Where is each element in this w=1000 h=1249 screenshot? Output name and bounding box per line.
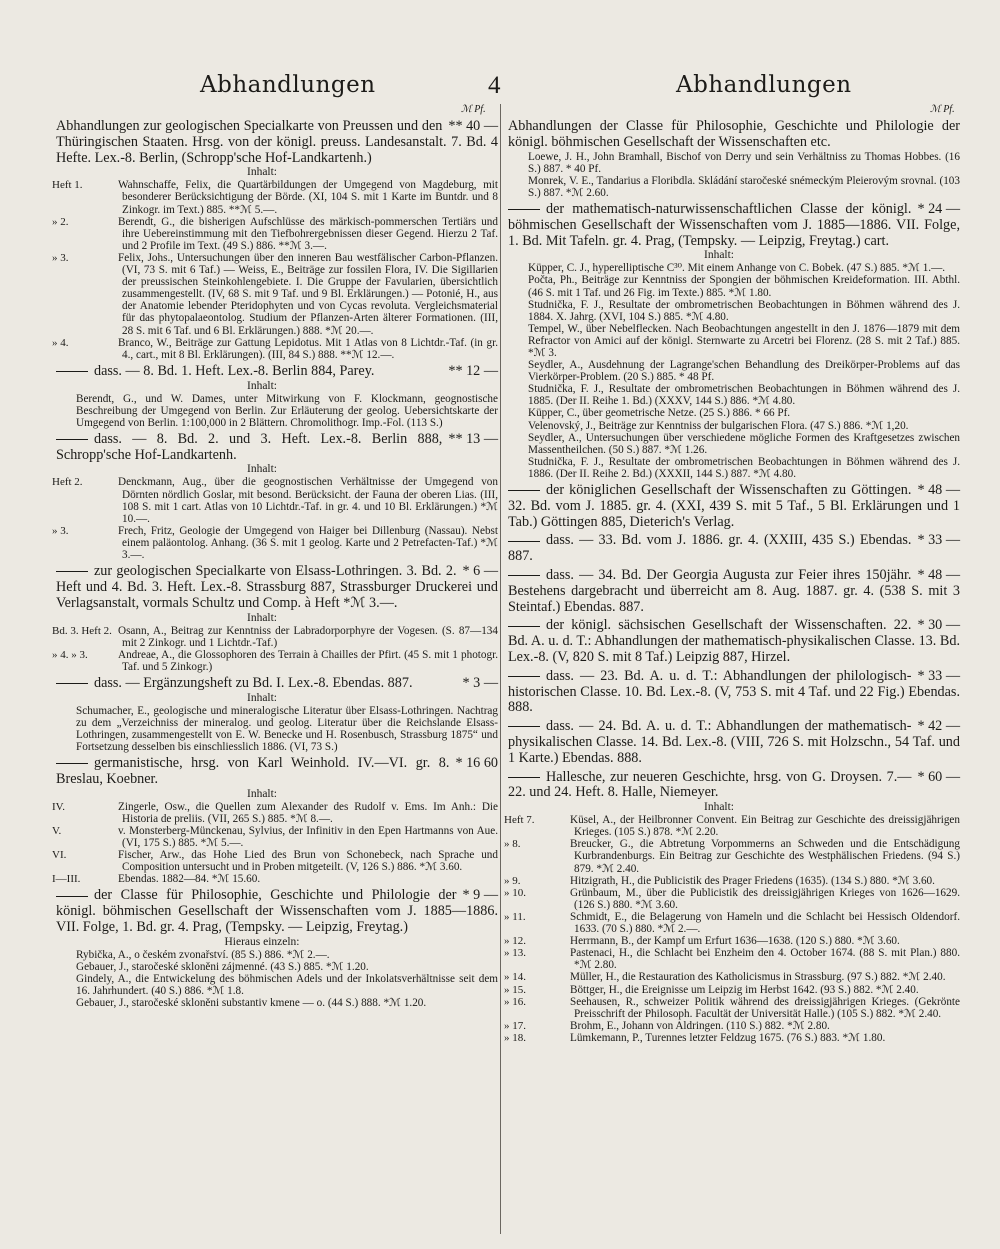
catalog-entry <box>508 119 960 151</box>
price: * 33 — <box>917 667 960 684</box>
contents-item <box>52 524 498 562</box>
entry-text: dass. — 8. Bd. 1. Heft. Lex.-8. Berlin 884, Parey. <box>94 362 375 379</box>
contents-item <box>504 1031 960 1044</box>
contents-label: Inhalt: <box>246 611 278 624</box>
item-text: Zingerle, Osw., die Quellen zum Alexander des Rudolf v. Ems. Im Anh.: Die Historia de preliis. (VII, 265 S.) 885. *ℳ 8.—. <box>118 800 498 825</box>
entry-text: der königl. sächsischen Gesellschaft der Wissenschaften. 22. Bd. A. u. d. T.: Abhandlungen der mathematisch-physikalischen Classe. 13. Bd. Lex.-8. (V, 820 S. mit 8 Taf.) Leipzig 887, Hirzel. <box>508 617 960 666</box>
catalog-entry <box>56 888 498 935</box>
entry-text: der mathematisch-naturwissenschaftlichen Classe der königl. böhmischen Gesellschaft der Wissenschaften vom J. 1885—1886. VII. Folge, 1. Bd. Mit Tafeln. gr. 4. Prag, (Tempsky. — Leipzig, Freytag.) cart. <box>508 200 960 249</box>
ditto-dash <box>508 626 540 627</box>
contents-label: Inhalt: <box>703 249 735 262</box>
contents-item <box>508 175 960 199</box>
catalog-entry <box>508 568 960 615</box>
contents-label: Hieraus einzeln: <box>224 935 300 948</box>
catalog-entry <box>508 483 960 530</box>
item-text: Gebauer, J., staročeské skloněni zájmenné. (43 S.) 885. *ℳ 1.20. <box>76 960 369 973</box>
price: * 42 — <box>917 718 960 735</box>
entry-text: germanistische, hrsg. von Karl Weinhold. IV.—VI. gr. 8. Breslau, Koebner. <box>56 755 450 787</box>
item-number: » 2. <box>52 215 69 228</box>
contents-item <box>508 262 960 274</box>
item-text: Brohm, E., Johann von Aldringen. (110 S.) 882. *ℳ 2.80. <box>570 1019 830 1032</box>
item-number: » 16. <box>504 995 526 1008</box>
item-text: Studnička, F. J., Resultate der ombrometrischen Beobachtungen in Böhmen während des J. 1884. X. Jahrg. (XVI, 104 S.) 885. *ℳ 4.80. <box>528 298 960 323</box>
item-text: Seydler, A., Ausdehnung der Lagrange'schen Behandlung des Dreikörper-Problems auf das Vierkörper-Problem. (20 S.) 885. * 48 Pf. <box>528 359 960 384</box>
contents-item <box>56 997 498 1009</box>
price: * 48 — <box>917 567 960 584</box>
entry-text: dass. — 24. Bd. A. u. d. T.: Abhandlungen der mathematisch-physikalischen Classe. 14. Bd. Lex.-8. (VIII, 726 S. mit Holzschn., 54 Taf. und 1 Karte.) Ebendas. 888. <box>508 718 960 766</box>
item-text: Felix, Johs., Untersuchungen über den inneren Bau westfälischer Carbon-Pflanzen. (VI, 73 S. mit 6 Taf.) — Weiss, E., Beiträge zur fossilen Flora, IV. Die Sigillarien der preussischen Steinkohlengebiete. I. Die Gruppe der Favularien, übersichtlich zusammengestellt. (IV, 68 S. mit 9 Taf. und 9 Bl. Erklärungen.) — Potonié, H., aus der Anatomie lebender Pteridophyten und von Cycas revoluta. Vergleichsmaterial für das phytopalaeontolog. Studium der Pflanzen-Arten älterer Formationen. (III, 28 S. mit 6 Taf. und 6 Bl. Erklärungen.) 888. *ℳ 20.—. <box>118 251 498 337</box>
item-text: Herrmann, B., der Kampf um Erfurt 1636—1638. (120 S.) 880. *ℳ 3.60. <box>570 935 900 948</box>
catalog-entry <box>508 770 960 802</box>
item-number: » 13. <box>504 947 526 960</box>
item-number: » 11. <box>504 910 526 923</box>
page-number: 4 <box>488 72 501 99</box>
item-text: Küpper, C. J., hyperelliptische C³⁰. Mit einem Anhange von C. Bobek. (47 S.) 885. *ℳ 1.—. <box>528 262 946 275</box>
item-text: Monrek, V. E., Tandarius a Floribdla. Skládání staročeské snémeckým Pleierovým srovnal. (103 S.) 887. *ℳ 2.60. <box>528 174 960 199</box>
catalog-entry <box>508 202 960 249</box>
item-number: » 3. <box>52 524 69 537</box>
price: ** 13 — <box>448 430 498 447</box>
price: ** 12 — <box>448 362 498 379</box>
entry-text: Abhandlungen der Classe für Philosophie, Geschichte und Philologie der königl. böhmischen Gesellschaft der Wissenschaften etc. <box>508 118 960 150</box>
contents-item <box>504 935 960 948</box>
ditto-dash <box>508 541 540 542</box>
ditto-dash <box>56 571 88 572</box>
item-text: Schmidt, E., die Belagerung von Hameln und die Schlacht bei Hessisch Oldendorf. 1633. (70 S.) 880. *ℳ 2.—. <box>570 910 960 936</box>
item-text: Breucker, G., die Abtretung Vorpommerns an Schweden und die Entschädigung Kurbrandenburgs. Ein Beitrag zur Geschichte des Westphälischen Friedens. (94 S.) 879. *ℳ 2.40. <box>570 838 960 875</box>
price: * 48 — <box>917 482 960 499</box>
running-head-left: Abhandlungen <box>200 72 376 98</box>
item-number: V. <box>52 824 62 837</box>
item-text: Lümkemann, P., Turennes letzter Feldzug 1675. (76 S.) 883. *ℳ 1.80. <box>570 1031 886 1044</box>
contents-item <box>508 432 960 456</box>
item-text: Fischer, Arw., das Hohe Lied des Brun von Schonebeck, nach Sprache und Composition untersucht und in Proben mitgeteilt. (V, 126 S.) 886. *ℳ 3.60. <box>118 849 498 874</box>
item-text: Frech, Fritz, Geologie der Umgegend von Haiger bei Dillenburg (Nassau). Nebst einem paläontolog. Anhang. (36 S. mit 1 geolog. Karte und 2 Petrefacten-Taf.) *ℳ 3.—. <box>118 524 498 562</box>
contents-label: Inhalt: <box>246 463 278 476</box>
catalog-entry <box>56 364 498 380</box>
contents-item <box>52 476 498 525</box>
item-text: Ebendas. 1882—84. *ℳ 15.60. <box>118 873 261 886</box>
ditto-dash <box>508 676 540 677</box>
item-text: Gindely, A., die Entwickelung des böhmischen Adels und der Inkolatsverhältnisse seit dem 16. Jahrhundert. (40 S.) 886. *ℳ 1.8. <box>76 972 498 997</box>
price: * 60 — <box>917 768 960 785</box>
contents-item <box>52 849 498 874</box>
contents-item <box>52 336 498 361</box>
item-text: Grünbaum, M., über die Publicistik des dreissigjährigen Krieges von 1626—1629. (126 S.) 880. *ℳ 3.60. <box>570 886 960 911</box>
column-divider <box>500 104 501 1234</box>
ditto-dash <box>508 777 540 778</box>
contents-item <box>56 393 498 429</box>
item-text: Loewe, J. H., John Bramhall, Bischof von Derry und sein Verhältniss zu Thomas Hobbes. (16 S.) 887. * 40 Pf. <box>528 150 960 175</box>
item-text: Pastenaci, H., die Schlacht bei Enzheim den 4. October 1674. (88 S. mit Plan.) 880. *ℳ 2.80. <box>570 947 960 972</box>
contents-item <box>56 961 498 973</box>
item-number: VI. <box>52 849 67 862</box>
item-text: Velenovský, J., Beiträge zur Kenntniss der bulgarischen Flora. (47 S.) 886. *ℳ 1,20. <box>528 419 909 432</box>
contents-item <box>504 983 960 996</box>
ditto-dash <box>56 683 88 684</box>
entry-text: dass. — 33. Bd. vom J. 1886. gr. 4. (XXIII, 435 S.) Ebendas. 887. <box>508 532 912 565</box>
catalog-entry <box>508 533 960 565</box>
item-number: » 12. <box>504 935 526 948</box>
ditto-dash <box>56 763 88 764</box>
item-number: Heft 7. <box>504 814 535 827</box>
contents-item <box>56 973 498 997</box>
price: * 33 — <box>917 532 960 549</box>
ditto-dash <box>56 371 88 372</box>
contents-item <box>504 1019 960 1032</box>
ditto-dash <box>508 490 540 491</box>
item-number: » 17. <box>504 1019 526 1032</box>
item-text: Tempel, W., über Nebelflecken. Nach Beobachtungen angestellt in den J. 1876—1879 mit dem Refractor von Amici auf der königl. Sternwarte zu Arcetri bei Florenz. (28 S. mit 2 Taf.) 885. *ℳ 3. <box>528 322 960 360</box>
catalog-entry <box>56 756 498 788</box>
item-text: Müller, H., die Restauration des Katholicismus in Strassburg. (97 S.) 882. *ℳ 2.40. <box>570 971 946 984</box>
right-column <box>504 116 960 1044</box>
entry-text: dass. — 23. Bd. A. u. d. T.: Abhandlungen der philologisch-historischen Classe. 10. Bd. Lex.-8. (V, 753 S. mit 4 Taf. und 22 Fig.) Ebendas. 888. <box>508 667 960 716</box>
ditto-dash <box>508 575 540 576</box>
item-number: » 4. » 3. <box>52 648 88 661</box>
item-number: Heft 1. <box>52 179 83 192</box>
item-number: Bd. 3. Heft 2. <box>52 624 112 637</box>
currency-header-right: ℳ Pf. <box>930 104 955 115</box>
price: ** 40 — <box>448 118 498 134</box>
price: * 9 — <box>462 887 498 904</box>
ditto-dash <box>56 439 88 440</box>
contents-label: Inhalt: <box>246 379 278 392</box>
ditto-dash <box>508 726 540 727</box>
price: * 30 — <box>917 617 960 634</box>
item-number: » 9. <box>504 874 521 887</box>
contents-item <box>52 648 498 673</box>
item-text: Studnička, F. J., Resultate der ombrometrischen Beobachtungen in Böhmen während des J. 1886. (Der II. Reihe 2. Bd.) (XXXII, 144 S.) 887. *ℳ 4.80. <box>528 455 960 480</box>
catalog-entry <box>56 564 498 611</box>
left-column <box>52 116 498 1010</box>
running-head-right: Abhandlungen <box>676 72 852 98</box>
currency-header-left: ℳ Pf. <box>461 104 486 115</box>
item-text: Gebauer, J., staročeské skloněni substantiv kmene — o. (44 S.) 888. *ℳ 1.20. <box>76 997 427 1010</box>
item-text: Branco, W., Beiträge zur Gattung Lepidotus. Mit 1 Atlas von 8 Lichtdr.-Taf. (in gr. 4., cart., mit 8 Bl. Erklärungen). (III, 84 S.) 888. **ℳ 12.—. <box>118 336 498 361</box>
entry-text: der königlichen Gesellschaft der Wissenschaften zu Göttingen. 32. Bd. vom J. 1885. gr. 4. (XXI, 439 S. mit 5 Taf., 5 Bl. Erklärungen und 1 Tab.) Göttingen 885, Dieterich's Verlag. <box>508 482 960 530</box>
entry-text: zur geologischen Specialkarte von Elsass-Lothringen. 3. Bd. 2. Heft und 4. Bd. 3. Heft. Lex.-8. Strassburg 887, Strassburger Druckerei und Verlagsanstalt, vormals Schultz und Comp. à Heft *ℳ 3.—. <box>56 563 498 611</box>
item-number: I—III. <box>52 873 81 886</box>
contents-item <box>56 949 498 961</box>
item-text: Berendt, G., die bisherigen Aufschlüsse des märkisch-pommerschen Tertiärs und ihre Uebereinstimmung mit den Tiefbohrergebnissen dieser Gegend. Hierzu 2 Taf. und 2 Profile im Text. (49 S.) 886. **ℳ 3.—. <box>118 215 498 252</box>
item-number: » 8. <box>504 838 521 851</box>
item-text: Schumacher, E., geologische und mineralogische Literatur über Elsass-Lothringen. Nachtrag zu dem „Verzeichniss der mineralog. und geolog. Literatur über die Reichslande Elsass-Lothringen, zusammengestellt von E. W. Benecke und H. Rosenbusch, Strassburg 1875“ und Fortsetzung desselben bis einschliesslich 1886. (VI, 73 S.) <box>76 704 498 753</box>
contents-item <box>508 420 960 432</box>
item-text: v. Monsterberg-Münckenau, Sylvius, der Infinitiv in den Epen Hartmanns von Aue. (VI, 175 S.) 885. *ℳ 5.—. <box>118 824 498 849</box>
item-text: Küpper, C., über geometrische Netze. (25 S.) 886. * 66 Pf. <box>528 407 791 420</box>
item-number: Heft 2. <box>52 476 83 489</box>
contents-item <box>508 407 960 419</box>
item-text: Wahnschaffe, Felix, die Quartärbildungen der Umgegend von Magdeburg, mit besonderer Berücksichtigung der Börde. (XI, 104 S. mit 1 Karte im Buntdr. und 8 Zinkogr. im Text.) 885. **ℳ 5.—. <box>118 179 498 216</box>
contents-item <box>504 971 960 984</box>
catalog-entry <box>508 618 960 665</box>
entry-text: Hallesche, zur neueren Geschichte, hrsg. von G. Droysen. 7.—22. und 24. Heft. 8. Halle, Niemeyer. <box>508 768 912 801</box>
contents-item <box>56 705 498 753</box>
item-text: Berendt, G., und W. Dames, unter Mitwirkung von F. Klockmann, geognostische Beschreibung der Umgegend von Berlin. Zur Erläuterung der geolog. Uebersichtskarte der Umgegend von Berlin. 1:100,000 in 2 Blättern. Chromolithogr. Imp.-Fol. (113 S.) <box>76 392 498 429</box>
item-text: Seydler, A., Untersuchungen über verschiedene mögliche Formen des Kraftgesetzes zwischen Massentheilchen. (50 S.) 887. *ℳ 1.26. <box>528 431 960 456</box>
contents-item <box>508 299 960 323</box>
contents-item <box>508 323 960 359</box>
contents-label: Inhalt: <box>246 787 278 800</box>
item-text: Denckmann, Aug., über die geognostischen Verhältnisse der Umgegend von Dörnten nördlich Goslar, mit besond. Berücksicht. der Fauna der oberen Lias. (III, 108 S. mit 1 cart. Atlas von 10 Lichtdr.-Taf. in gr. 4. und 10 Bl. Erklärungen.) *ℳ 10.—. <box>118 476 498 525</box>
item-text: Küsel, A., der Heilbronner Convent. Ein Beitrag zur Geschichte des dreissigjährigen Krieges. (105 S.) 878. *ℳ 2.20. <box>570 814 960 839</box>
contents-item <box>504 947 960 972</box>
item-number: » 18. <box>504 1031 526 1044</box>
contents-label: Inhalt: <box>703 801 735 814</box>
contents-item <box>504 874 960 887</box>
item-text: Studnička, F. J., Resultate der ombrometrischen Beobachtungen in Böhmen während des J. 1885. (Der II. Reihe 1. Bd.) (XXXV, 144 S.) 886. *ℳ 4.80. <box>528 383 960 408</box>
entry-text: dass. — 8. Bd. 2. und 3. Heft. Lex.-8. Berlin 888, Schropp'sche Hof-Landkartenh. <box>56 430 443 463</box>
catalog-entry <box>56 119 498 166</box>
contents-item <box>508 274 960 298</box>
entry-text: dass. — 34. Bd. Der Georgia Augusta zur Feier ihres 150jähr. Bestehens dargebracht und überreicht am 8. Aug. 1887. gr. 4. (538 S. mit 3 Steintaf.) Ebendas. 887. <box>508 567 960 615</box>
entry-text: Abhandlungen zur geologischen Specialkarte von Preussen und den Thüringischen Staaten. Hrsg. von der königl. preuss. Landesanstalt. 7. Bd. 4 Hefte. Lex.-8. Berlin, (Schropp'sche Hof-Landkartenh.) <box>56 118 498 166</box>
contents-item <box>52 179 498 216</box>
ditto-dash <box>56 896 88 897</box>
catalog-entry <box>56 432 498 464</box>
contents-item <box>52 873 498 886</box>
contents-item <box>52 251 498 337</box>
contents-item <box>508 383 960 407</box>
catalog-entry <box>508 719 960 766</box>
price: * 6 — <box>462 563 498 580</box>
contents-item <box>508 456 960 480</box>
contents-item <box>504 838 960 875</box>
price: * 3 — <box>462 674 498 691</box>
item-number: » 15. <box>504 983 526 996</box>
item-text: Böttger, H., die Ereignisse um Leipzig im Herbst 1642. (93 S.) 882. *ℳ 2.40. <box>570 983 919 996</box>
contents-item <box>504 886 960 911</box>
contents-item <box>504 814 960 839</box>
contents-item <box>504 910 960 936</box>
contents-label: Inhalt: <box>246 166 278 179</box>
catalog-entry <box>56 676 498 692</box>
item-text: Andreae, A., die Glossophoren des Terrain à Chailles der Pfirt. (45 S. mit 1 photogr. Taf. und 5 Zinkogr.) <box>118 648 498 673</box>
contents-item <box>504 995 960 1020</box>
contents-item <box>508 151 960 175</box>
contents-item <box>52 624 498 649</box>
item-number: » 4. <box>52 336 69 349</box>
price: * 16 60 <box>455 755 498 772</box>
item-text: Hitzigrath, H., die Publicistik des Prager Friedens (1635). (134 S.) 880. *ℳ 3.60. <box>570 874 935 887</box>
item-number: » 14. <box>504 971 526 984</box>
item-text: Seehausen, R., schweizer Politik während des dreissigjährigen Krieges. (Gekrönte Preisschrift der Philosoph. Facultät der Universität Halle.) (105 S.) 882. *ℳ 2.40. <box>570 995 960 1020</box>
price: * 24 — <box>917 200 960 217</box>
item-text: Počta, Ph., Beiträge zur Kenntniss der Spongien der böhmischen Kreideformation. III. Abthl. (46 S. mit 1 Taf. und 26 Fig. im Texte.) 885. *ℳ 1.80. <box>528 274 960 299</box>
entry-text: der Classe für Philosophie, Geschichte und Philologie der königl. böhmischen Gesellschaft der Wissenschaften vom J. 1885—1886. VII. Folge, 1. Bd. gr. 4. Prag, (Tempsky. — Leipzig, Freytag.) <box>56 887 498 935</box>
catalog-entry <box>508 669 960 716</box>
contents-item <box>508 359 960 383</box>
item-text: Osann, A., Beitrag zur Kenntniss der Labradorporphyre der Vogesen. (S. 87—134 mit 2 Zinkogr. und 1 Lichtdr.-Taf.) <box>118 624 498 649</box>
item-number: IV. <box>52 800 65 813</box>
item-number: » 10. <box>504 886 526 899</box>
contents-label: Inhalt: <box>246 691 278 704</box>
ditto-dash <box>508 209 540 210</box>
item-text: Rybička, A., o českém zvonařství. (85 S.) 886. *ℳ 2.—. <box>76 948 330 961</box>
entry-text: dass. — Ergänzungsheft zu Bd. I. Lex.-8. Ebendas. 887. <box>94 674 413 691</box>
contents-item <box>52 215 498 252</box>
contents-item <box>52 824 498 849</box>
contents-item <box>52 800 498 825</box>
item-number: » 3. <box>52 251 69 264</box>
